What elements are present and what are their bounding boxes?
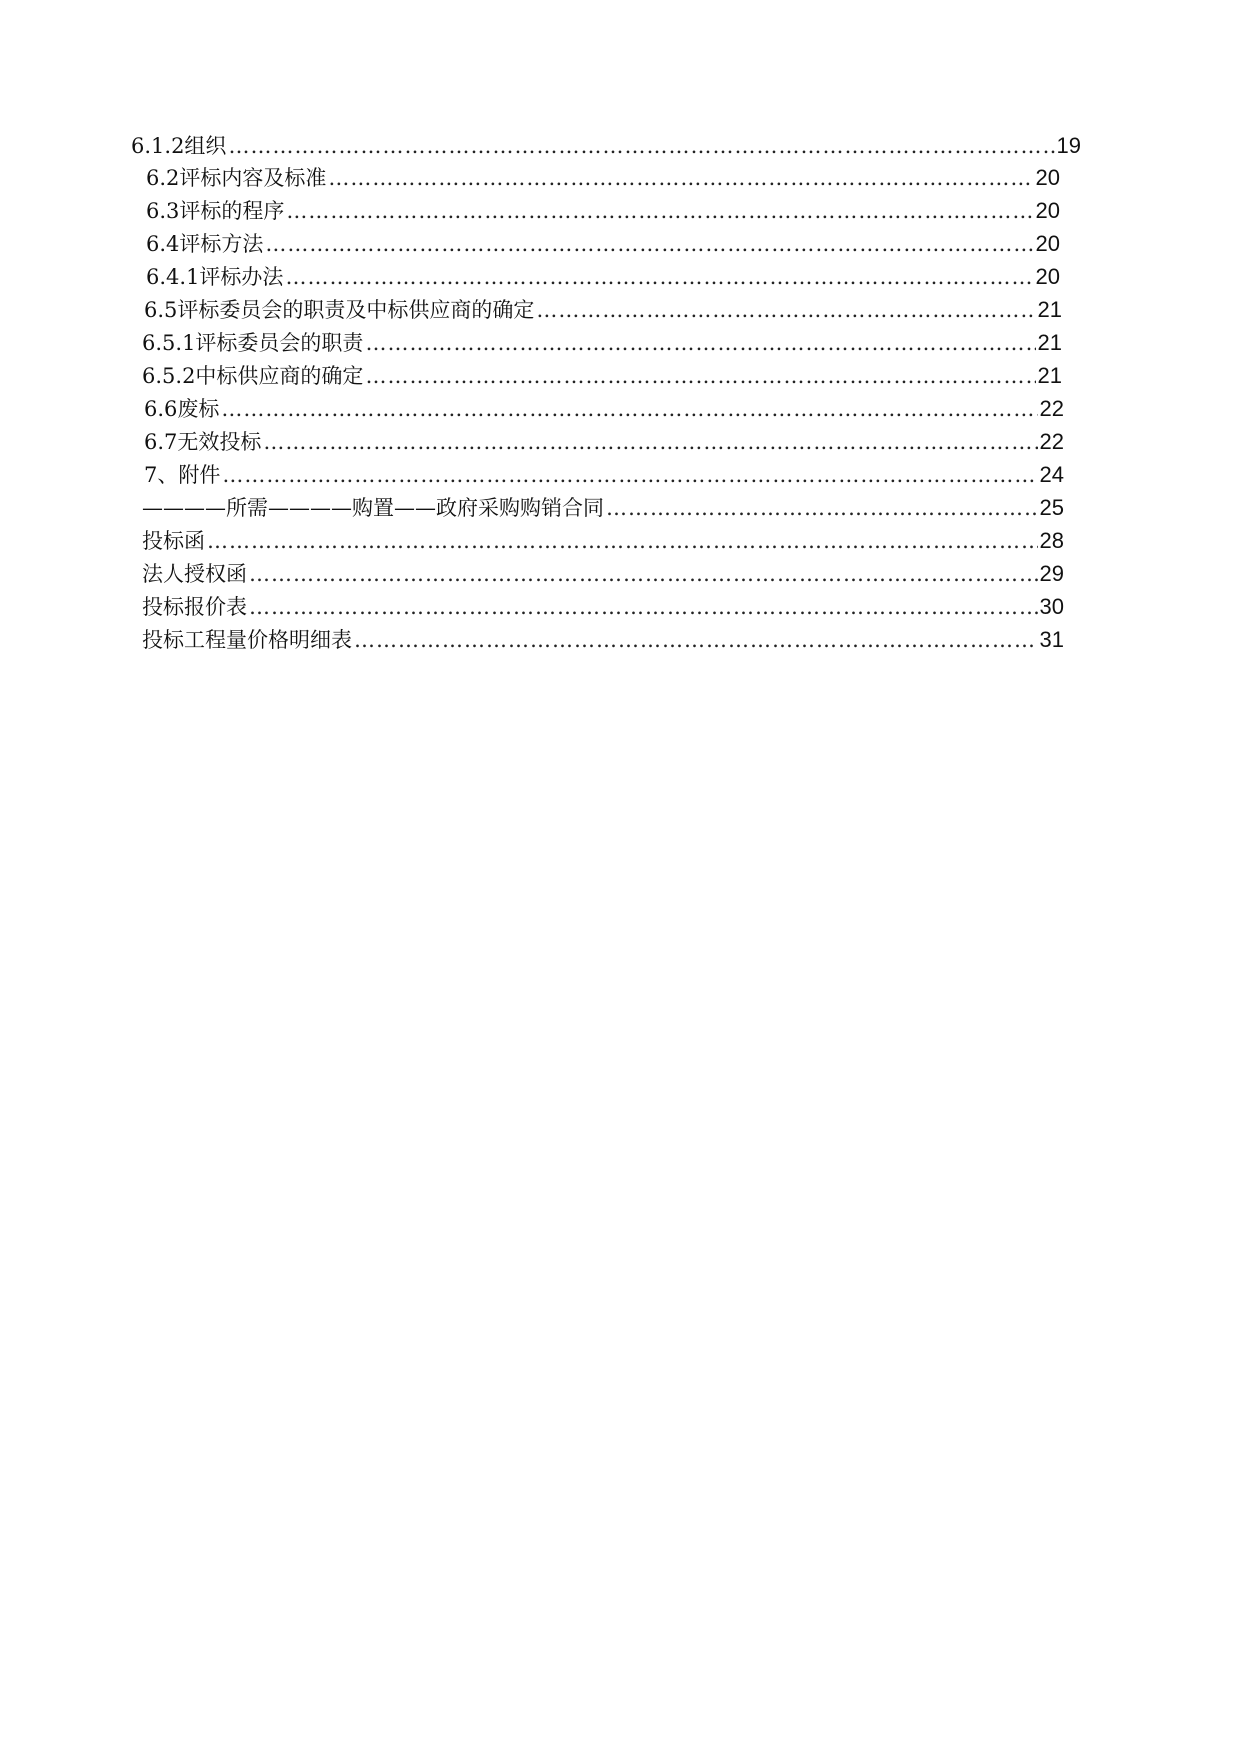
toc-entry-7[interactable]: [144, 460, 1064, 490]
toc-entry-page: 19: [1056, 133, 1081, 158]
toc-entry-title: 6.5.1评标委员会的职责: [142, 331, 364, 355]
toc-entry-title: 6.6废标: [144, 397, 220, 421]
toc-entry-page: 29: [1039, 561, 1064, 586]
toc-entry-page: 20: [1035, 231, 1060, 256]
toc-entry-title: 6.4评标方法: [146, 232, 264, 256]
toc-entry-title: 投标工程量价格明细表: [142, 628, 352, 652]
toc-entry-page: 24: [1039, 462, 1064, 487]
toc-leader-dots: [536, 295, 1035, 325]
toc-entry-page: 20: [1035, 165, 1060, 190]
toc-leader-dots: [354, 625, 1038, 655]
toc-leader-dots: [286, 196, 1033, 226]
toc-leader-dots: [285, 262, 1033, 292]
toc-leader-dots: [228, 131, 1054, 161]
toc-entry-page: 21: [1037, 297, 1062, 322]
toc-entry-title: 投标报价表: [142, 595, 247, 619]
toc-leader-dots: [265, 229, 1033, 259]
toc-entry-6-5-2[interactable]: [142, 361, 1062, 391]
toc-entry-title: 6.4.1评标办法: [146, 265, 284, 289]
toc-entry-page: 22: [1039, 396, 1064, 421]
toc-entry-authorization-letter[interactable]: [142, 559, 1064, 589]
toc-leader-dots: [207, 526, 1038, 556]
toc-leader-dots: [365, 361, 1035, 391]
toc-entry-6-1-2[interactable]: [131, 131, 1081, 161]
toc-entry-title: 6.3评标的程序: [146, 199, 285, 223]
toc-entry-title: 6.7无效投标: [144, 430, 262, 454]
toc-entry-page: 31: [1039, 627, 1064, 652]
toc-entry-bid-quotation[interactable]: [142, 592, 1064, 622]
toc-entry-bid-letter[interactable]: [142, 526, 1064, 556]
toc-entry-6-5-1[interactable]: [142, 328, 1062, 358]
toc-entry-page: 20: [1035, 264, 1060, 289]
toc-entry-title: 6.5评标委员会的职责及中标供应商的确定: [144, 298, 535, 322]
toc-entry-6-5[interactable]: [144, 295, 1062, 325]
toc-leader-dots: [221, 394, 1037, 424]
toc-leader-dots: [328, 163, 1033, 193]
toc-entry-page: 30: [1039, 594, 1064, 619]
toc-entry-page: 20: [1035, 198, 1060, 223]
toc-entry-6-4[interactable]: [146, 229, 1060, 259]
toc-entry-page: 28: [1039, 528, 1064, 553]
toc-leader-dots: [249, 592, 1038, 622]
toc-entry-page: 22: [1039, 429, 1064, 454]
toc-entry-6-2[interactable]: [146, 163, 1060, 193]
toc-entry-6-7[interactable]: [144, 427, 1064, 457]
toc-entry-title: 6.5.2中标供应商的确定: [142, 364, 364, 388]
toc-entry-page: 25: [1039, 495, 1064, 520]
toc-leader-dots: [263, 427, 1037, 457]
toc-entry-title: 法人授权函: [142, 562, 247, 586]
toc-entry-6-4-1[interactable]: [146, 262, 1060, 292]
toc-leader-dots: [606, 493, 1038, 523]
toc-leader-dots: [249, 559, 1038, 589]
toc-entry-title: 7、附件: [144, 463, 221, 487]
toc-entry-page: 21: [1037, 330, 1062, 355]
toc-entry-purchase-contract[interactable]: [142, 493, 1064, 523]
toc-entry-quantity-price-detail[interactable]: [142, 625, 1064, 655]
toc-entry-title: 投标函: [142, 529, 205, 553]
toc-entry-6-6[interactable]: [144, 394, 1064, 424]
toc-leader-dots: [365, 328, 1035, 358]
toc-entry-title: 6.2评标内容及标准: [146, 166, 327, 190]
toc-entry-title: ————所需————购置——政府采购购销合同: [142, 496, 604, 520]
toc-entry-page: 21: [1037, 363, 1062, 388]
toc-entry-6-3[interactable]: [146, 196, 1060, 226]
toc-leader-dots: [222, 460, 1037, 490]
toc-entry-title: 6.1.2组织: [131, 134, 227, 158]
